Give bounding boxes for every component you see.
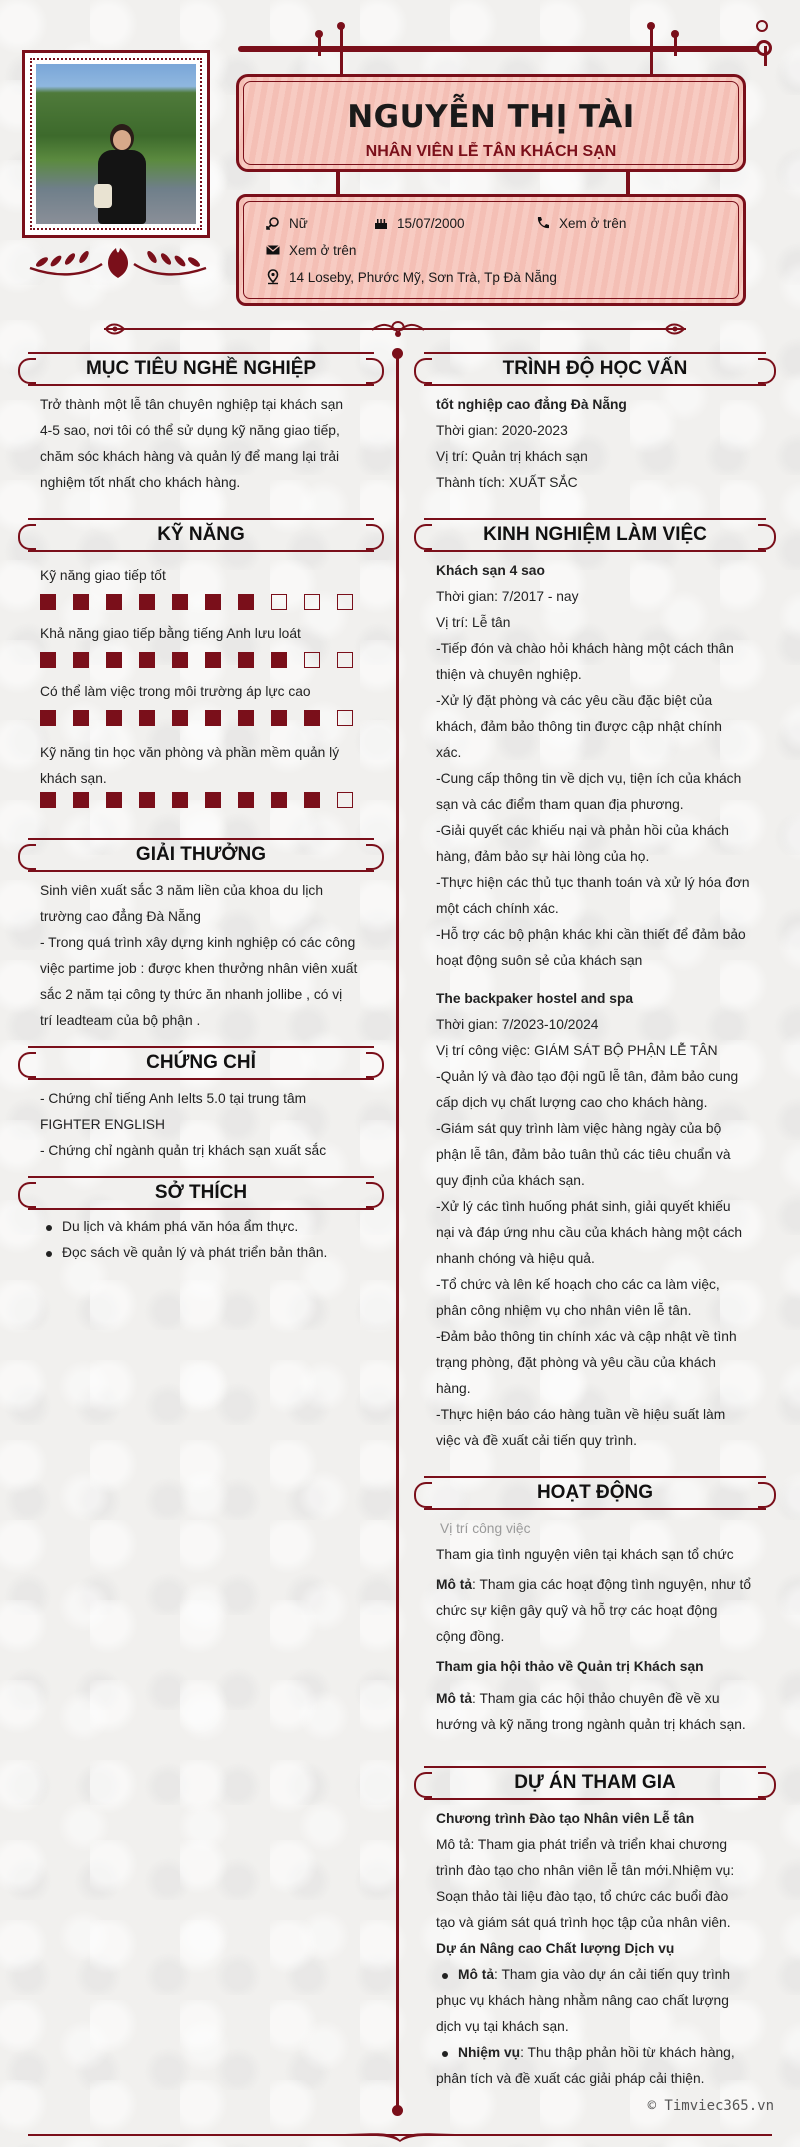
skill-square-filled (238, 652, 254, 668)
experience-heading: KINH NGHIỆM LÀM VIỆC (424, 518, 766, 552)
skill-square-filled (73, 594, 89, 610)
list-item: Đọc sách về quản lý và phát triển bản thân. (40, 1240, 360, 1266)
email-icon (265, 242, 281, 258)
hobbies-list (40, 1214, 360, 1266)
skill-rating (40, 792, 353, 808)
activities-heading: HOẠT ĐỘNG (424, 1476, 766, 1510)
name-plate (236, 74, 746, 172)
birthday-icon (373, 215, 389, 231)
skill-square-filled (205, 652, 221, 668)
job-company: Khách sạn 4 sao (436, 563, 545, 578)
profile-photo (36, 64, 196, 224)
laurel-ornament (28, 242, 208, 284)
gender-value: Nữ (289, 215, 308, 231)
job-company: The backpaker hostel and spa (436, 991, 634, 1006)
email-value: Xem ở trên (289, 242, 357, 258)
certificates-heading: CHỨNG CHỈ (28, 1046, 374, 1080)
skill-square-filled (172, 792, 188, 808)
skill-rating (40, 710, 353, 726)
list-item: Mô tả: Tham gia vào dự án cải tiến quy trình (436, 1962, 752, 1988)
skill-square-empty (337, 710, 353, 726)
skill-rating (40, 594, 353, 610)
skill-square-filled (205, 792, 221, 808)
address-value: 14 Loseby, Phước Mỹ, Sơn Trà, Tp Đà Nẵng (289, 269, 557, 285)
skill-square-filled (73, 792, 89, 808)
skill-square-empty (337, 652, 353, 668)
skill-label: Khả năng giao tiếp bằng tiếng Anh lưu loát (40, 626, 301, 641)
candidate-name: NGUYỄN THỊ TÀI (347, 99, 635, 135)
skill-square-filled (106, 792, 122, 808)
skill-square-filled (205, 710, 221, 726)
activities-text: Vị trí công việc Tham gia tình nguyện viên tại khách sạn tổ chức Mô tả: Tham gia các hoạt động tình nguyện, như tổ chức sự kiện gây quỹ và hỗ trợ các hoạt động cộng đồng. Tham gia hội thảo về Quản trị Khách sạn Mô tả: Tham gia các hội thảo chuyên đề về xu hướng và kỹ năng trong ngành quản trị khách sạn. (436, 1516, 752, 1738)
skill-square-filled (139, 710, 155, 726)
objective-heading: MỤC TIÊU NGHỀ NGHIỆP (28, 352, 374, 386)
certificates-text: - Chứng chỉ tiếng Anh Ielts 5.0 tại trung tâm FIGHTER ENGLISH - Chứng chỉ ngành quản trị khách sạn xuất sắc (40, 1091, 327, 1158)
skill-square-filled (271, 792, 287, 808)
divider-end-right (664, 322, 686, 336)
skill-square-filled (73, 652, 89, 668)
skill-square-filled (139, 792, 155, 808)
skill-square-filled (271, 710, 287, 726)
gender-icon (265, 215, 281, 231)
divider-ornament (368, 318, 428, 340)
skill-square-filled (172, 710, 188, 726)
skill-square-filled (40, 594, 56, 610)
skill-label: Kỹ năng giao tiếp tốt (40, 568, 166, 583)
education-heading: TRÌNH ĐỘ HỌC VẤN (424, 352, 766, 386)
skill-square-filled (271, 652, 287, 668)
awards-heading: GIẢI THƯỞNG (28, 838, 374, 872)
skill-square-filled (139, 594, 155, 610)
projects-text: Chương trình Đào tạo Nhân viên Lễ tân Mô tả: Tham gia phát triển và triển khai chương trình đào tạo cho nhân viên lễ tân mới.Nhiệm vụ: Soạn thảo tài liệu đào tạo, tổ chức các buổi đào tạo và giám sát quá trình học tập của nhân viên. Dự án Nâng cao Chất lượng Dịch vụ Mô tả: Tham gia vào dự án cải tiến quy trình phục vụ khách hàng nhằm nâng cao chất lượng dịch vụ tại khách sạn. Nhiệm vụ: Thu thập phản hồi từ khách hàng, phân tích và đề xuất các giải pháp cải thiện. (436, 1806, 752, 2092)
candidate-position: NHÂN VIÊN LỄ TÂN KHÁCH SẠN (365, 143, 617, 160)
footer-watermark: © Timviec365.vn (647, 2098, 774, 2114)
objective-text: Trở thành một lễ tân chuyên nghiệp tại khách sạn 4-5 sao, nơi tôi có thể sử dụng kỹ năng giao tiếp, chăm sóc khách hàng và quản lý để mang lại trải nghiệm tốt nhất cho khách hàng. (40, 397, 344, 490)
education-school: tốt nghiệp cao đẳng Đà Nẵng (436, 397, 627, 412)
profile-photo-frame (22, 50, 210, 238)
skill-square-filled (172, 652, 188, 668)
phone-value: Xem ở trên (559, 215, 627, 231)
location-icon (265, 269, 281, 285)
education-text: tốt nghiệp cao đẳng Đà Nẵng Thời gian: 2020-2023 Vị trí: Quản trị khách sạn Thành tích: XUẤT SẮC (436, 392, 752, 496)
phone-item (535, 215, 626, 231)
list-item: Nhiệm vụ: Thu thập phản hồi từ khách hàng, (436, 2040, 752, 2066)
skill-label: Kỹ năng tin học văn phòng và phần mềm quản lý khách sạn. (40, 745, 340, 786)
skill-square-filled (40, 710, 56, 726)
hobbies-heading: SỞ THÍCH (28, 1176, 374, 1210)
skill-square-empty (337, 594, 353, 610)
birthday-item (373, 215, 465, 231)
skill-square-filled (106, 710, 122, 726)
birthday-value: 15/07/2000 (397, 215, 465, 231)
skill-square-filled (40, 792, 56, 808)
divider-end-left (104, 322, 126, 336)
skill-square-empty (304, 594, 320, 610)
skills-heading: KỸ NĂNG (28, 518, 374, 552)
skill-square-filled (106, 652, 122, 668)
skill-square-filled (205, 594, 221, 610)
skill-square-filled (73, 710, 89, 726)
column-divider (396, 350, 399, 2112)
email-item (265, 242, 356, 258)
skill-square-filled (106, 594, 122, 610)
projects-heading: DỰ ÁN THAM GIA (424, 1766, 766, 1800)
skill-square-empty (337, 792, 353, 808)
experience-job: Khách sạn 4 sao Thời gian: 7/2017 - nay Vị trí: Lễ tân -Tiếp đón và chào hỏi khách hàng một cách thân thiện và chuyên nghiệp. -Xử lý đặt phòng và các yêu cầu đặc biệt của khách, đảm bảo thông tin được cập nhật chính xác. -Cung cấp thông tin về dịch vụ, tiện ích của khách sạn và các điểm tham quan địa phương. -Giải quyết các khiếu nại và phản hồi của khách hàng, đảm bảo sự hài lòng của họ. -Thực hiện các thủ tục thanh toán và xử lý hóa đơn một cách chính xác. -Hỗ trợ các bộ phận khác khi cần thiết để đảm bảo hoạt động suôn sẻ của khách sạn (436, 558, 752, 974)
skill-square-filled (238, 792, 254, 808)
skill-square-filled (139, 652, 155, 668)
contact-info-box (236, 194, 746, 306)
skill-square-filled (238, 594, 254, 610)
skill-square-empty (304, 652, 320, 668)
skill-square-filled (238, 710, 254, 726)
experience-job: The backpaker hostel and spa Thời gian: 7/2023-10/2024 Vị trí công việc: GIÁM SÁT BỘ PHẬN LỄ TÂN -Quản lý và đào tạo đội ngũ lễ tân, đảm bảo cung cấp dịch vụ chất lượng cao cho khách hàng. -Giám sát quy trình làm việc hàng ngày của bộ phận lễ tân, đảm bảo tuân thủ các tiêu chuẩn và quy định của khách sạn. -Xử lý các tình huống phát sinh, giải quyết khiếu nại và đáp ứng nhu cầu của khách hàng một cách nhanh chóng và hiệu quả. -Tổ chức và lên kế hoạch cho các ca làm việc, phân công nhiệm vụ cho nhân viên lễ tân. -Đảm bảo thông tin chính xác và cập nhật về tình trạng phòng, đặt phòng và yêu cầu của khách hàng. -Thực hiện báo cáo hàng tuần về hiệu suất làm việc và đề xuất cải tiến quy trình. (436, 986, 752, 1454)
activity-placeholder: Vị trí công việc (440, 1521, 531, 1536)
skill-rating (40, 652, 353, 668)
gender-item (265, 215, 308, 231)
skill-square-filled (172, 594, 188, 610)
skill-square-empty (271, 594, 287, 610)
awards-text: Sinh viên xuất sắc 3 năm liền của khoa du lịch trường cao đẳng Đà Nẵng - Trong quá trình xây dựng kinh nghiệp có các công việc partime job : được khen thưởng nhân viên xuất sắc 2 năm tại công ty thức ăn nhanh jollibe , có vị trí leadteam của bộ phận . (40, 883, 358, 1028)
skill-square-filled (40, 652, 56, 668)
address-item (265, 269, 557, 285)
skill-square-filled (304, 792, 320, 808)
phone-icon (535, 215, 551, 231)
skill-square-filled (304, 710, 320, 726)
list-item: Du lịch và khám phá văn hóa ẩm thực. (40, 1214, 360, 1240)
bottom-ornament (340, 2126, 460, 2142)
skill-label: Có thể làm việc trong môi trường áp lực cao (40, 684, 311, 699)
